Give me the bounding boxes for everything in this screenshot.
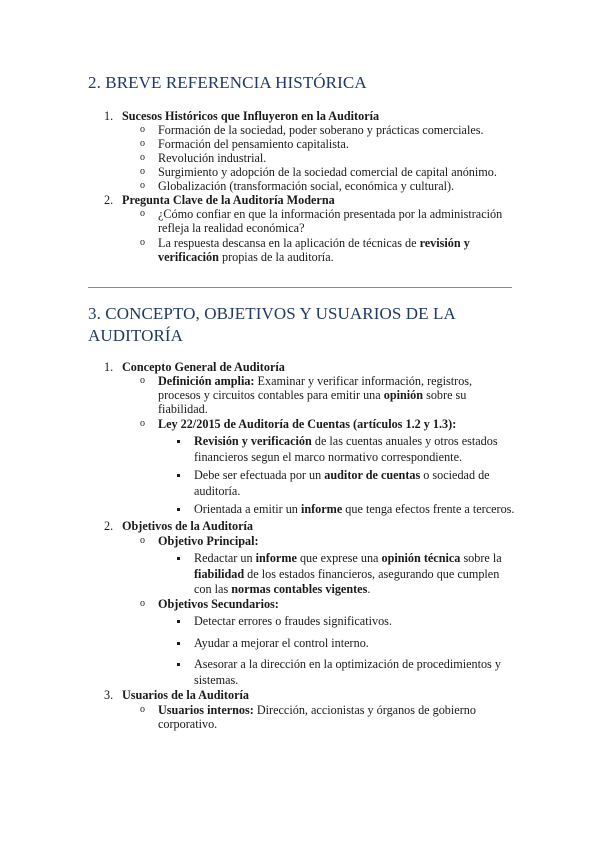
list-item: Formación de la sociedad, poder soberano y prácticas comerciales.	[158, 123, 484, 137]
list-item-law: Ley 22/2015 de Auditoría de Cuentas (artículos 1.2 y 1.3):	[158, 417, 457, 431]
list-item-cont: verificación propias de la auditoría.	[158, 250, 334, 264]
list-item-cont: fiabilidad.	[158, 402, 208, 416]
list-item: Redactar un informe que exprese una opinión técnica sobre la	[194, 551, 502, 565]
list-item: Debe ser efectuada por un auditor de cuentas o sociedad de	[194, 468, 490, 482]
square-bullet	[177, 508, 180, 511]
list-number: 2.	[104, 193, 114, 207]
section-3-heading-line1: 3. CONCEPTO, OBJETIVOS Y USUARIOS DE LA	[88, 304, 456, 323]
square-bullet	[177, 440, 180, 443]
list-item: Revolución industrial.	[158, 151, 267, 165]
circle-bullet: o	[140, 535, 145, 546]
circle-bullet: o	[140, 152, 145, 163]
circle-bullet: o	[140, 237, 145, 248]
list-item-cont: financieros segun el marco normativo correspondiente.	[194, 450, 463, 464]
list-number: 2.	[104, 519, 114, 533]
list-item-cont: refleja la realidad económica?	[158, 221, 305, 235]
list-item: La respuesta descansa en la aplicación de técnicas de revisión y	[158, 236, 470, 250]
list-item-secondary-objectives: Objetivos Secundarios:	[158, 597, 279, 611]
list-item-cont: procesos y circuitos contables para emitir una opinión sobre su	[158, 388, 467, 402]
circle-bullet: o	[140, 208, 145, 219]
list-number: 1.	[104, 360, 114, 374]
list-item: Formación del pensamiento capitalista.	[158, 137, 349, 151]
list-item: Revisión y verificación de las cuentas anuales y otros estados	[194, 434, 498, 448]
square-bullet	[177, 642, 180, 645]
list-item-cont: corporativo.	[158, 717, 218, 731]
list-item: Ayudar a mejorar el control interno.	[194, 636, 369, 650]
list-item-cont: sistemas.	[194, 673, 239, 687]
item-title-historic-events: Sucesos Históricos que Influyeron en la Auditoría	[122, 109, 380, 123]
square-bullet	[177, 663, 180, 666]
list-item-cont: auditoría.	[194, 484, 241, 498]
list-item: Usuarios internos: Dirección, accionistas y órganos de gobierno	[158, 703, 476, 717]
list-item: ¿Cómo confiar en que la información presentada por la administración	[158, 207, 503, 221]
square-bullet	[177, 557, 180, 560]
item-title-objectives: Objetivos de la Auditoría	[122, 519, 254, 533]
circle-bullet: o	[140, 138, 145, 149]
list-item-main-objective: Objetivo Principal:	[158, 534, 259, 548]
circle-bullet: o	[140, 124, 145, 135]
section-2-heading: 2. BREVE REFERENCIA HISTÓRICA	[88, 73, 367, 92]
list-item-cont: fiabilidad de los estados financieros, asegurando que cumplen	[194, 567, 500, 581]
circle-bullet: o	[140, 418, 145, 429]
list-number: 3.	[104, 688, 114, 702]
item-title-key-question: Pregunta Clave de la Auditoría Moderna	[122, 193, 335, 207]
list-item: Definición amplia: Examinar y verificar información, registros,	[158, 374, 473, 388]
list-item-cont: con las normas contables vigentes.	[194, 582, 371, 596]
circle-bullet: o	[140, 166, 145, 177]
section-3-heading-line2: AUDITORÍA	[88, 326, 184, 345]
square-bullet	[177, 620, 180, 623]
section-divider	[88, 287, 512, 288]
circle-bullet: o	[140, 375, 145, 386]
circle-bullet: o	[140, 704, 145, 715]
circle-bullet: o	[140, 598, 145, 609]
list-item: Orientada a emitir un informe que tenga efectos frente a terceros.	[194, 502, 515, 516]
square-bullet	[177, 474, 180, 477]
list-item: Surgimiento y adopción de la sociedad comercial de capital anónimo.	[158, 165, 497, 179]
list-item: Globalización (transformación social, económica y cultural).	[158, 179, 455, 193]
list-item: Detectar errores o fraudes significativos.	[194, 614, 392, 628]
circle-bullet: o	[140, 180, 145, 191]
list-number: 1.	[104, 109, 114, 123]
item-title-concept: Concepto General de Auditoría	[122, 360, 285, 374]
list-item: Asesorar a la dirección en la optimización de procedimientos y	[194, 657, 501, 671]
item-title-users: Usuarios de la Auditoría	[122, 688, 249, 702]
